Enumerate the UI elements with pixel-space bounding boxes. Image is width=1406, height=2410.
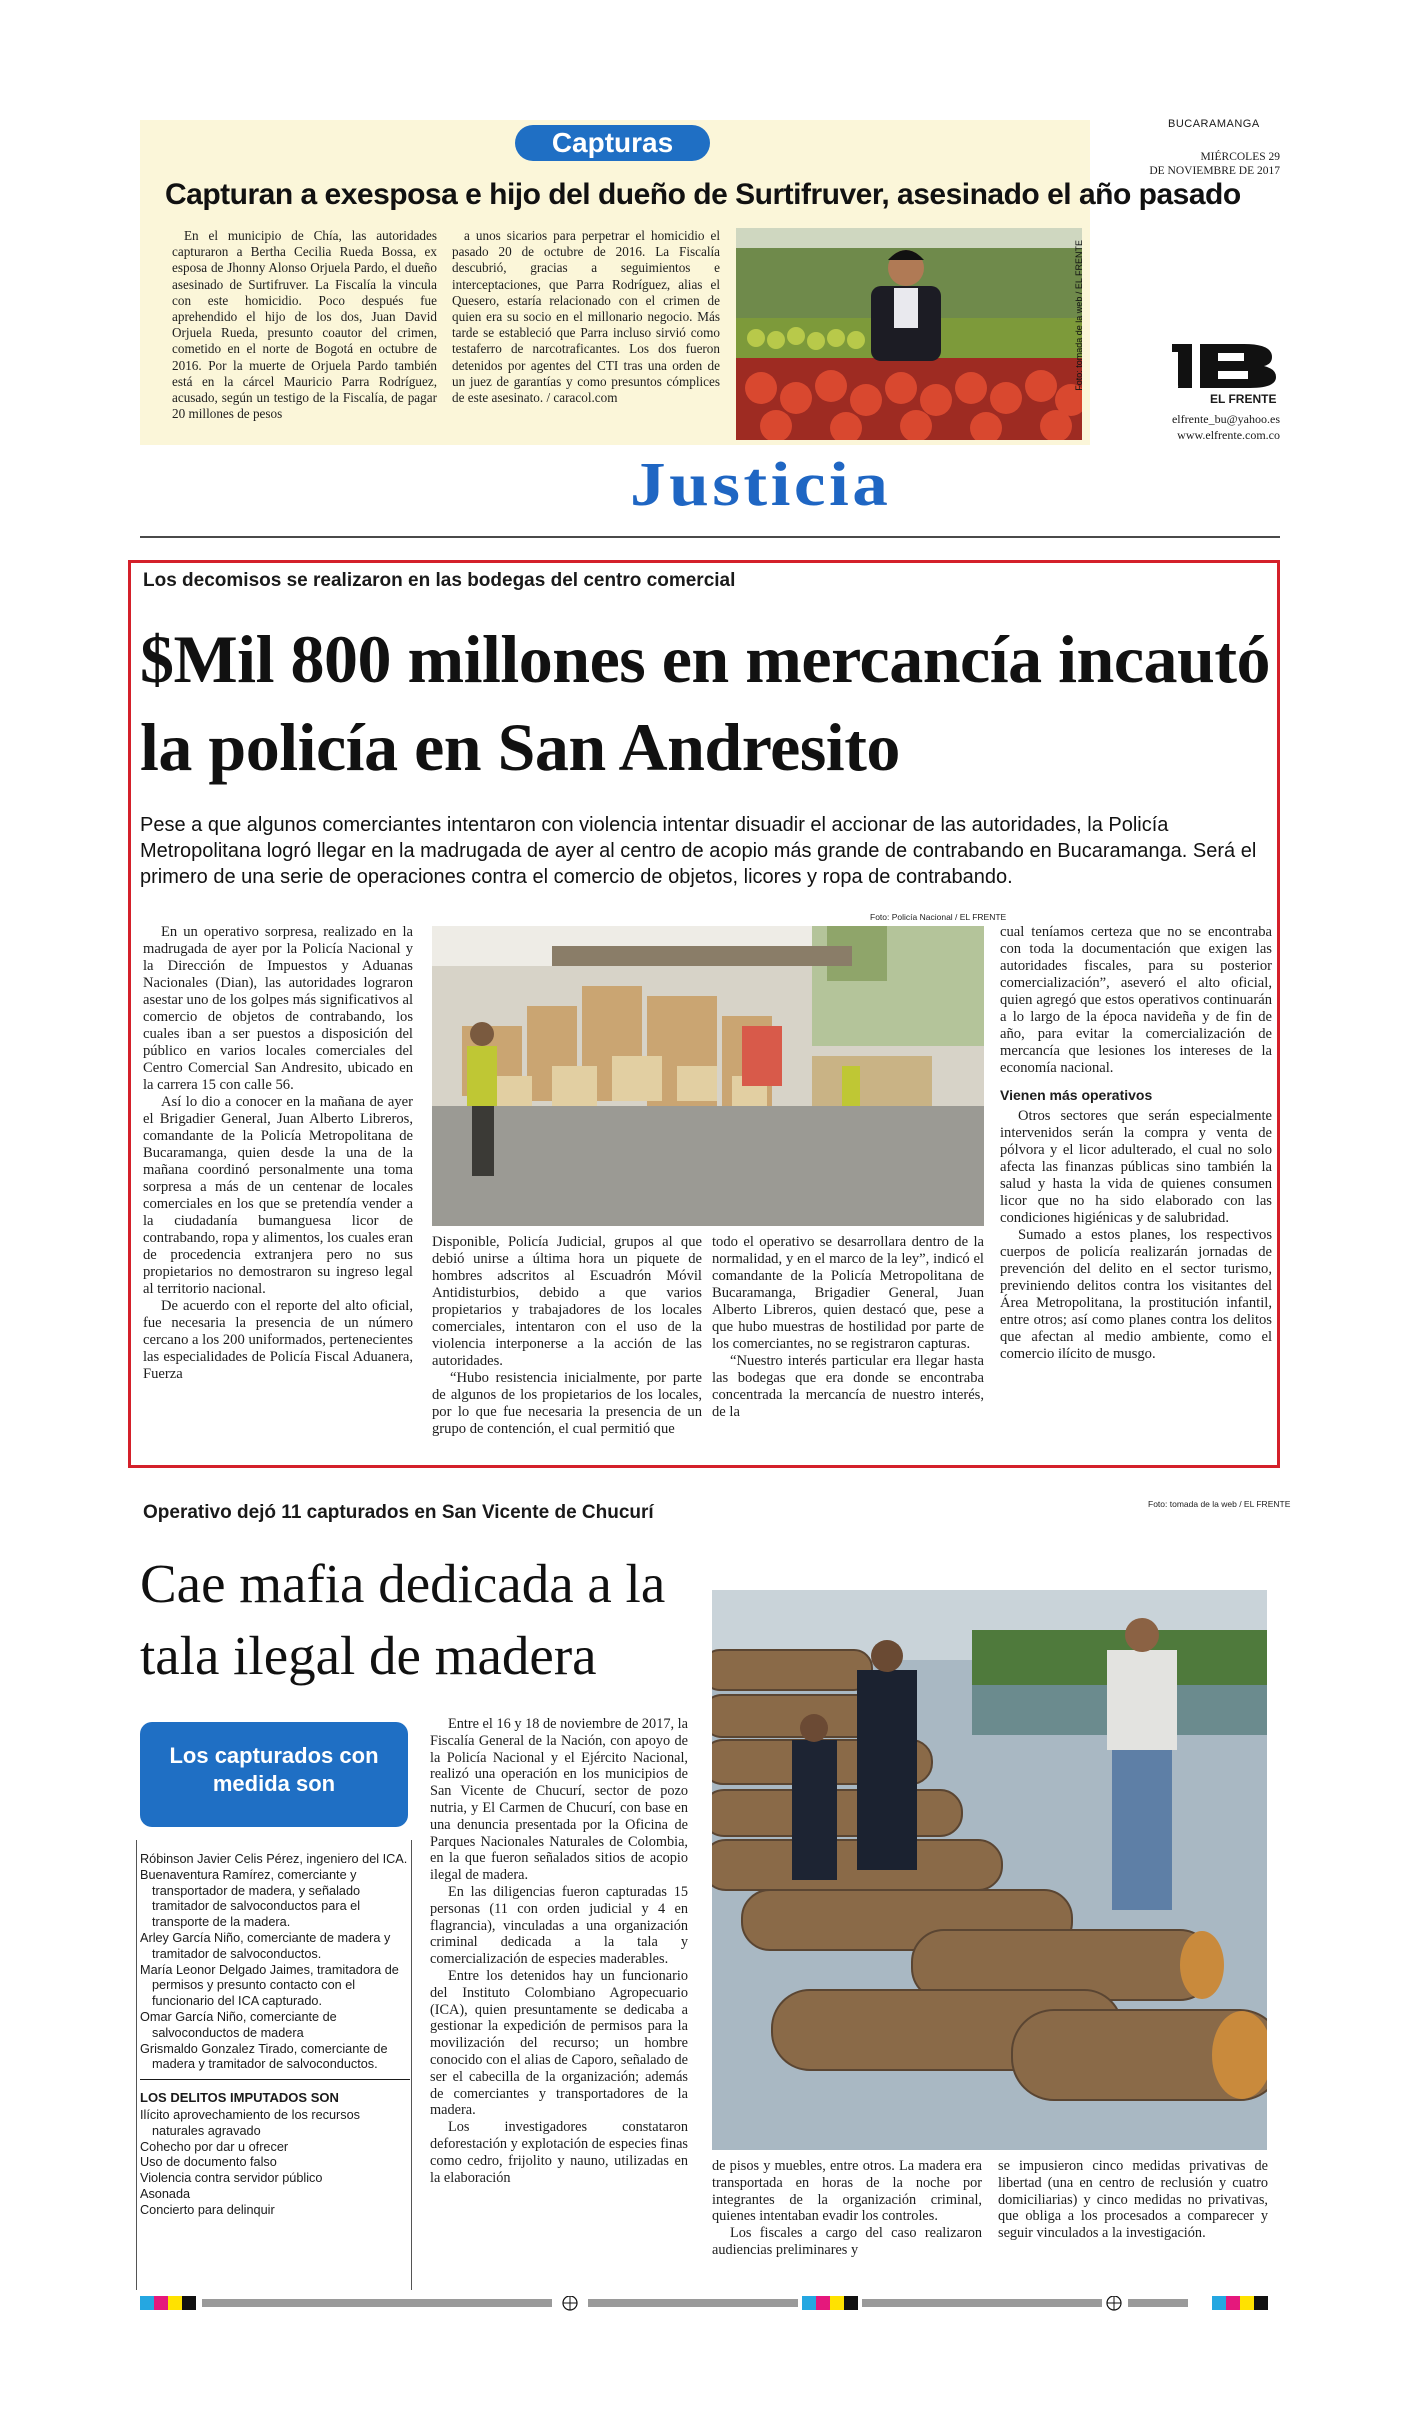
paragraph: todo el operativo se desarrollara dentro de la normalidad, y en el marco de la ley”, indicó el comandante de la Policía Metropolitana de Bucaramanga, Brigadier General, Juan Alberto Libreros, quien destacó que, pese a que hubo muestras de hostilidad por parte de los comerciantes, no se registraron capturas.: [712, 1234, 984, 1352]
paragraph: En el municipio de Chía, las autoridades capturaron a Bertha Cecilia Rueda Bossa, ex esposa de Jhonny Alonso Orjuela Pardo, el dueño asesinado de Surtifruver. La Fiscalía la vincula con este homicidio. Poco después fue aprehendido el hijo de los dos, Juan David Orjuela Rueda, presunto coautor del crimen, cometido en el norte de Bogotá en octubre de 2016. Por la muerte de Orjuela Pardo también está en la cárcel Mauricio Parra Rodríguez, acusado, según un testigo de la Fiscalía, de pagar 20 millones de pesos: [172, 228, 437, 422]
page-code-logo: [1172, 340, 1280, 395]
print-registration-strip: [140, 2296, 1272, 2314]
paragraph: “Hubo resistencia inicialmente, por parte de algunos de los propietarios de los locales, por lo que fue necesaria la presencia de un grupo de contención, el cual permitió que: [432, 1370, 702, 1437]
list-item: Uso de documento falso: [140, 2155, 277, 2170]
bottom-story-photo: [712, 1590, 1267, 2150]
contact-email[interactable]: elfrente_bu@yahoo.es: [1171, 412, 1280, 426]
paragraph: Así lo dio a conocer en la mañana de ayer el Brigadier General, Juan Alberto Libreros, comandante de la Policía Metropolitana de Bucaramanga, quien desde la una de la mañana coordinó personalmente una toma sorpresa a más de un centenar de locales comerciales en los que se pretendía vender a la ciudadanía bumanguesa licor de contrabando, ropa y alimentos, los cuales eran de procedencia extranjera pero no sus propietarios no demostraron su ingreso legal al territorio nacional.: [143, 1094, 413, 1297]
list-item: Asonada: [140, 2186, 191, 2201]
paragraph: Otros sectores que serán especialmente intervenidos serán la compra y venta de pólvora y el licor adulterado, el cual no solo afecta las finanzas públicas sino también la salud y hasta la vida de quienes consumen licor que no ha sido elaborado con las condiciones higiénicas y de salubridad.: [1000, 1108, 1272, 1226]
list-item: Violencia contra servidor público: [140, 2171, 323, 2186]
paragraph: Los fiscales a cargo del caso realizaron audiencias preliminares y: [712, 2225, 982, 2258]
paragraph: cual teníamos certeza que no se encontraba con toda la documentación que exigen las autoridades fiscales, para su posterior comercialización”, aseveró el alto oficial, quien agregó que estos operativos continuarán a lo largo de la época navideña y de fin de año, para evitar la comercialización de mercancía que lesiones los intereses de la economía nacional.: [1000, 924, 1272, 1076]
date-weekday: MIÉRCOLES 29: [1200, 151, 1280, 163]
bottom-story-column-4: [998, 2158, 1268, 2242]
bottom-story-column-2: [430, 1716, 688, 2186]
list-item: Omar García Niño, comerciante de salvoconductos de madera: [140, 2009, 337, 2040]
main-story-deck: Pese a que algunos comerciantes intentaron con violencia intentar disuadir el accionar de las autoridades, la Policía Metropolitana logró llegar en la madrugada de ayer al centro de acopio más grande de contrabando en Bucaramanga. Será el primero de una serie de operaciones contra el comercio de objetos, licores y ropa de contrabando.: [140, 814, 1257, 888]
paragraph: se impusieron cinco medidas privativas de libertad (una en centro de reclusión y cuatro domiciliarias) y cinco medidas no privativas, que obliga a los procesados a comparecer y seguir vinculados a la investigación.: [998, 2158, 1268, 2242]
top-story-headline: Capturan a exesposa e hijo del dueño de Surtifruver, asesinado el año pasado: [165, 178, 1241, 211]
market-vendor-image: [736, 228, 1082, 440]
top-story-photo: [736, 228, 1082, 440]
svg-text:1B: 1B: [1176, 386, 1179, 388]
list-item: Buenaventura Ramírez, comerciante y transportador de madera, y señalado tramitador de salvoconductos para el transporte de la madera.: [140, 1867, 361, 1930]
list-item: Cohecho por dar u ofrecer: [140, 2139, 289, 2154]
list-item: María Leonor Delgado Jaimes, tramitadora de permisos y presunto contacto con el funcionario del ICA capturado.: [140, 1962, 399, 2009]
main-photo-credit: Foto: Policía Nacional / EL FRENTE: [870, 912, 1007, 922]
list-item: Grismaldo Gonzalez Tirado, comerciante de madera y tramitador de salvoconductos.: [140, 2041, 388, 2072]
paragraph: Entre el 16 y 18 de noviembre de 2017, la Fiscalía General de la Nación, con apoyo de la Policía Nacional y el Ejército Nacional, realizó una operación en los municipios de San Vicente de Chucurí, sector de pozo nutria, y El Carmen de Chucurí, con base en una denuncia presentada por la Oficina de Parques Nacionales Naturales de Colombia, en la que fueron señalados sitios de acopio ilegal de madera.: [430, 1716, 688, 1884]
bottom-story-headline: Cae mafia dedicada a la tala ilegal de madera: [140, 1553, 666, 1686]
section-title: Justicia: [630, 451, 892, 519]
main-story-column-2: [432, 1234, 702, 1438]
paragraph: Entre los detenidos hay un funcionario del Instituto Colombiano Agropecuario (ICA), quien presuntamente se dedicaba a gestionar la expedición de permisos para la movilización del recurso; un hombre conocido con el alias de Caporo, señalado de ser el cabecilla de la organización; además de comerciantes y transportadores de la madera.: [430, 1967, 688, 2119]
main-story-photo: [432, 926, 984, 1226]
date-monthyear: DE NOVIEMBRE DE 2017: [1149, 165, 1280, 177]
top-story-column-1: [172, 228, 437, 422]
edition-city: BUCARAMANGA: [1168, 118, 1260, 130]
paragraph: a unos sicarios para perpetrar el homicidio el pasado 20 de octubre de 2016. La Fiscalía descubrió, gracias a seguimientos e interceptaciones, que Parra Rodríguez, alias el Quesero, estaría relacionado con el crimen de quien era su socio en el millonario negocio. Más tarde se estableció que Parra incluso sirvió como testaferro de narcotraficantes. Los dos fueron detenidos por agentes del CTI tras una orden de un juez de garantías y como presuntos cómplices de este asesinato. / caracol.com: [452, 228, 720, 406]
crimes-title: LOS DELITOS IMPUTADOS SON: [140, 2090, 339, 2106]
section-divider: [140, 536, 1280, 538]
paragraph: Sumado a estos planes, los respectivos cuerpos de policía realizarán jornadas de prevención del delito en el sector turismo, previniendo delitos contra los visitantes del Área Metropolitana, la prostitución infantil, entre otros; así como planes contra los delitos que afectan al medio ambiente, como el comercio ilícito de musgo.: [1000, 1227, 1272, 1362]
top-photo-credit: Foto: tomada de la web / EL FRENTE: [1074, 240, 1084, 391]
section-label-capturas: Capturas: [515, 125, 710, 161]
bottom-photo-credit: Foto: tomada de la web / EL FRENTE: [1148, 1499, 1291, 1509]
captured-list: [140, 1852, 410, 2219]
warehouse-seizure-image: [432, 926, 984, 1226]
list-item: Ilícito aprovechamiento de los recursos naturales agravado: [140, 2107, 361, 2138]
top-story-column-2: [452, 228, 720, 406]
list-item: Concierto para delinquir: [140, 2202, 275, 2217]
bottom-story-kicker: Operativo dejó 11 capturados en San Vicente de Chucurí: [143, 1502, 654, 1523]
paragraph: De acuerdo con el reporte del alto oficial, fue necesaria la presencia de un número cercano a los 200 uniformados, pertenecientes las especialidades de Policía Fiscal Aduanera, Fuerza: [143, 1298, 413, 1382]
sidebar-divider: [140, 2079, 410, 2080]
bottom-story-column-3: [712, 2158, 982, 2259]
main-story-column-4: [1000, 924, 1272, 1363]
paragraph: de pisos y muebles, entre otros. La madera era transportada en horas de la noche por integrantes de la organización criminal, quienes intentaban evadir los controles.: [712, 2158, 982, 2225]
main-story-kicker: Los decomisos se realizaron en las bodegas del centro comercial: [143, 570, 736, 591]
paragraph: En un operativo sorpresa, realizado en la madrugada de ayer por la Policía Nacional y la Dirección de Impuestos y Aduanas Nacionales (Dian), las autoridades lograron asestar uno de los golpes más significativos al comercio de objetos de contrabando, los cuales iban a ser puestos a disposición del público en varios locales comerciales del Centro Comercial San Andresito, ubicado en la carrera 15 con calle 56.: [143, 924, 413, 1093]
paragraph: Disponible, Policía Judicial, grupos al que debió unirse a última hora un piquete de hombres adscritos al Escuadrón Móvil Antidisturbios, debido a que varios propietarios y trabajadores de los locales comerciales, intentaron con el uso de la violencia interponerse a la acción de las autoridades.: [432, 1234, 702, 1369]
contact-website[interactable]: www.elfrente.com.co: [1177, 428, 1280, 442]
main-story-headline: $Mil 800 millones en mercancía incautó la policía en San Andresito: [140, 621, 1270, 785]
paragraph: “Nuestro interés particular era llegar hasta las bodegas que era donde se encontraba concentrada la mercancía de nuestro interés, de la: [712, 1353, 984, 1420]
paragraph: En las diligencias fueron capturadas 15 personas (11 con orden judicial y 4 en flagrancia), vinculadas a una organización criminal dedicada a la tala y comercialización de especies maderables.: [430, 1883, 688, 1968]
list-item: Arley García Niño, comerciante de madera y tramitador de salvoconductos.: [140, 1930, 391, 1961]
main-story-column-3: [712, 1234, 984, 1421]
brand-name: EL FRENTE: [1210, 392, 1277, 406]
subheading: Vienen más operativos: [1000, 1087, 1153, 1103]
list-item: Róbinson Javier Celis Pérez, ingeniero del ICA.: [140, 1852, 408, 1866]
timber-logs-image: [712, 1590, 1267, 2150]
edition-date: [1140, 150, 1280, 178]
main-story-column-1: [143, 924, 413, 1383]
paragraph: Los investigadores constataron deforestación y explotación de especies finas como cedro, frijolito y nauno, utilizadas en la elaboración: [430, 2119, 688, 2186]
sidebar-title: Los capturados con medida son: [140, 1722, 408, 1827]
